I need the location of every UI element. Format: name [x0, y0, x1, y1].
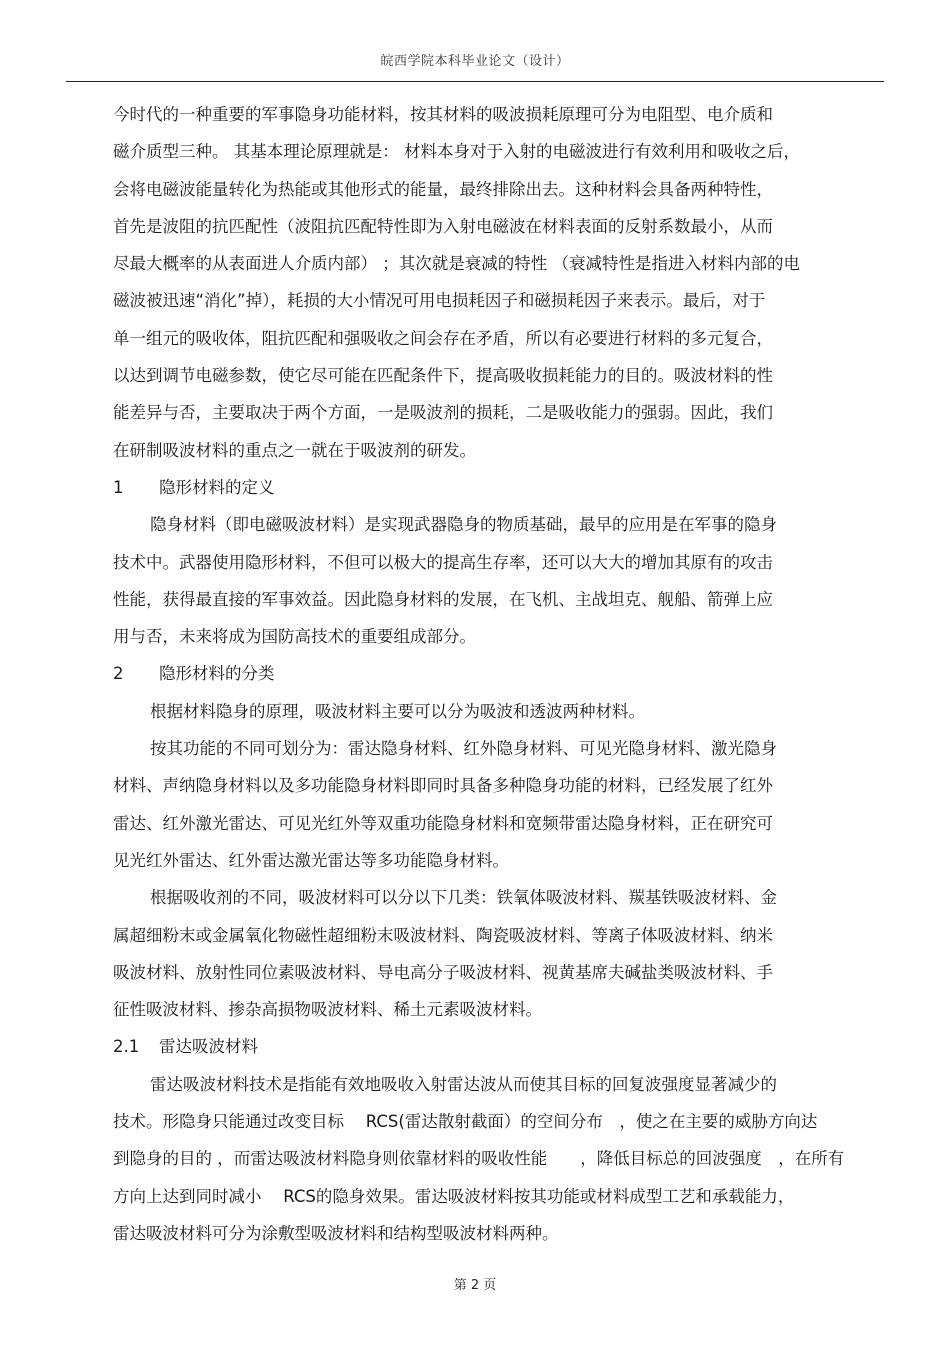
text-line: 技术。形隐身只能通过改变目标 RCS(雷达散射截面）的空间分布 ，使之在主要的威胁方向达	[113, 1112, 818, 1132]
text-line: 首先是波阻的抗匹配性（波阻抗匹配特性即为入射电磁波在材料表面的反射系数最小，从而	[113, 216, 773, 236]
text-line: 磁波被迅速“消化”掉），耗损的大小情况可用电损耗因子和磁损耗因子来表示。最后，对于	[113, 291, 766, 311]
text-line: 属超细粉末或金属氧化物磁性超细粉末吸波材料、陶瓷吸波材料、等离子体吸波材料、纳米	[113, 925, 773, 945]
text-line: 到隐身的目的 ，而雷达吸波材料隐身则依靠材料的吸收性能 ，降低目标总的回波强度 ，在所有	[113, 1149, 845, 1169]
text-line: 根据吸收剂的不同，吸波材料可以分以下几类：铁氧体吸波材料、羰基铁吸波材料、金	[150, 888, 777, 908]
page-number: 第 2 页	[453, 1278, 497, 1293]
text-line: 隐身材料（即电磁吸波材料）是实现武器隐身的物质基础，最早的应用是在军事的隐身	[150, 515, 777, 535]
text-line: 性能，获得最直接的军事效益。因此隐身材料的发展，在飞机、主战坦克、舰船、箭弹上应	[113, 589, 773, 609]
text-line: 材料、声纳隐身材料以及多功能隐身材料即同时具备多种隐身功能的材料，已经发展了红外	[113, 776, 773, 796]
text-line: 见光红外雷达、红外雷达激光雷达等多功能隐身材料。	[113, 850, 509, 870]
text-line: 征性吸波材料、掺杂高损物吸波材料、稀土元素吸波材料。	[113, 1000, 542, 1020]
page-header: 皖西学院本科毕业论文（设计）	[380, 54, 570, 69]
document-body	[113, 96, 883, 1252]
text-line: 以达到调节电磁参数，使它尽可能在匹配条件下，提高吸收损耗能力的目的。吸波材料的性	[113, 366, 773, 386]
section-heading-2-1	[113, 1028, 883, 1065]
text-line: 磁介质型三种。 其基本理论原理就是： 材料本身对于入射的电磁波进行有效利用和吸收之后，	[113, 142, 800, 162]
text-line: 雷达吸波材料技术是指能有效地吸收入射雷达波从而使其目标的回复波强度显著减少的	[150, 1074, 777, 1094]
text-line: 会将电磁波能量转化为热能或其他形式的能量，最终排除出去。这种材料会具备两种特性，	[113, 179, 773, 199]
text-line: 在研制吸波材料的重点之一就在于吸波剂的研发。	[113, 440, 476, 460]
section-heading-1	[113, 469, 883, 506]
text-line: 吸波材料、放射性同位素吸波材料、导电高分子吸波材料、视黄基席夫碱盐类吸波材料、手	[113, 962, 773, 982]
header-divider	[66, 81, 884, 82]
text-line: 按其功能的不同可划分为：雷达隐身材料、红外隐身材料、可见光隐身材料、激光隐身	[150, 739, 777, 759]
section-number: 1	[113, 477, 124, 497]
section-title: 隐形材料的定义	[159, 477, 275, 497]
text-line: 用与否，未来将成为国防高技术的重要组成部分。	[113, 627, 476, 647]
section-title: 雷达吸波材料	[159, 1037, 258, 1057]
text-line: 雷达、红外激光雷达、可见光红外等双重功能隐身材料和宽频带雷达隐身材料，正在研究可	[113, 813, 773, 833]
text-line: 单一组元的吸收体，阻抗匹配和强吸收之间会存在矛盾，所以有必要进行材料的多元复合，	[113, 328, 773, 348]
section-title: 隐形材料的分类	[159, 664, 275, 684]
section-number: 2	[113, 664, 124, 684]
section-number: 2.1	[113, 1037, 140, 1057]
text-line: 方向上达到同时减小 RCS的隐身效果。雷达吸波材料按其功能或材料成型工艺和承载能力，	[113, 1186, 795, 1206]
text-line: 能差异与否，主要取决于两个方面，一是吸波剂的损耗，二是吸收能力的强弱。因此，我们	[113, 403, 773, 423]
text-line: 技术中。武器使用隐形材料，不但可以极大的提高生存率，还可以大大的增加其原有的攻击	[113, 552, 773, 572]
text-line: 尽最大概率的从表面进人介质内部） ；其次就是衰减的特性 （衰减特性是指进入材料内部的电	[113, 254, 800, 274]
section-heading-2	[113, 655, 883, 692]
text-line: 根据材料隐身的原理，吸波材料主要可以分为吸波和透波两种材料。	[150, 701, 645, 721]
text-line: 雷达吸波材料可分为涂敷型吸波材料和结构型吸波材料两种。	[113, 1223, 559, 1243]
text-line: 今时代的一种重要的军事隐身功能材料，按其材料的吸波损耗原理可分为电阻型、电介质和	[113, 105, 773, 124]
